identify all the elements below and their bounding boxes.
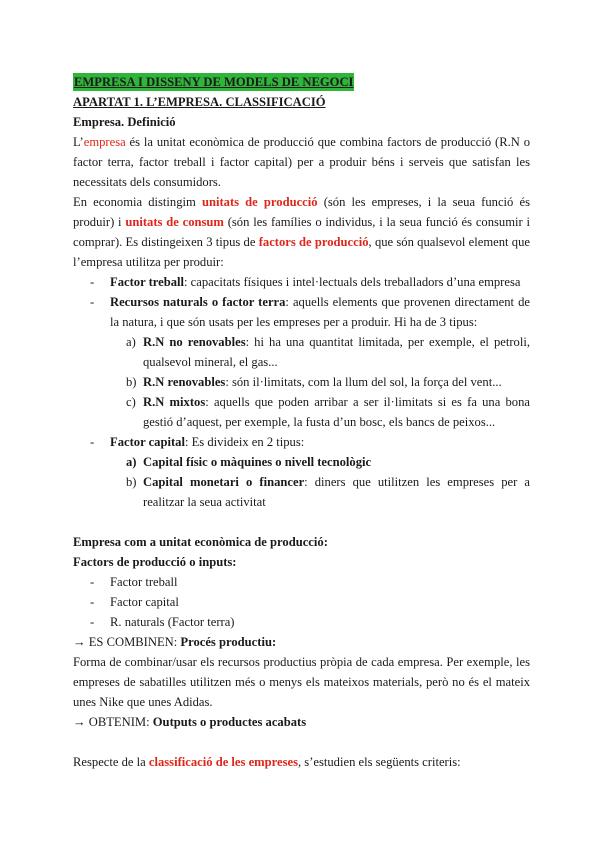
- definition-heading: Empresa. Definició: [73, 115, 176, 129]
- keyword-classificacio-empreses: classificació de les empreses: [148, 755, 298, 769]
- factor-treball-text: : capacitats físiques i intel·lectuals dels treballadors d’una empresa: [184, 275, 521, 289]
- rn-renovables-label: R.N renovables: [143, 375, 226, 389]
- keyword-factors-produccio: factors de producció: [258, 235, 369, 249]
- section-line: [73, 92, 530, 112]
- criteria-line: [73, 752, 530, 772]
- list-item-rn-mixtos: [73, 392, 530, 432]
- def-text-1: L’: [73, 135, 84, 149]
- factor-treball-label: Factor treball: [110, 275, 185, 289]
- factor-capital-text: : Es divideix en 2 tipus:: [184, 435, 305, 449]
- list-item-rn-no-renovables: [73, 332, 530, 372]
- keyword-unitats-consum: unitats de consum: [125, 215, 224, 229]
- rn-no-renovables-text: : hi ha una quantitat limitada, per exemple, el petroli, qualsevol mineral, el gas...: [143, 335, 530, 369]
- list-item-factor-capital: [73, 432, 530, 452]
- rn-renovables-text: : són il·limitats, com la llum del sol, la força del vent...: [225, 375, 502, 389]
- capital-monetari-text: : diners que utilitzen les empreses per a realitzar la seua activitat: [143, 475, 530, 509]
- criteria-text-1: Respecte de la: [73, 755, 149, 769]
- list-item-recursos-naturals: [73, 292, 530, 332]
- recursos-naturals-text: : aquells elements que provenen directament de la natura, i que són usats per les empreses per a produir. Hi ha de 3 tipus:: [110, 295, 530, 329]
- list-item-factor-treball: [73, 272, 530, 292]
- inputs-heading: Factors de producció o inputs:: [73, 555, 237, 569]
- def-keyword-empresa: empresa: [83, 135, 126, 149]
- criteria-text-2: , s’estudien els següents criteris:: [298, 755, 461, 769]
- list-marker: c): [126, 395, 136, 409]
- unit-heading: Empresa com a unitat econòmica de producció:: [73, 535, 328, 549]
- rn-mixtos-text: : aquells que poden arribar a ser il·limitats si es fa una bona gestió d’aquest, per exemple, la fusta d’un bosc, els bancs de peixos...: [143, 395, 530, 429]
- proces-paragraph: Forma de combinar/usar els recursos productius pròpia de cada empresa. Per exemple, les empreses de sabatilles utilitzen més o menys els mateixos materials, però no és el mateix unes Nike que unes Adidas.: [73, 655, 530, 709]
- rn-mixtos-label: R.N mixtos: [143, 395, 206, 409]
- proces-productiu-label: Procés productiu: [180, 635, 272, 649]
- list-item-rn-renovables: [73, 372, 530, 392]
- list-item-capital-monetari: [73, 472, 530, 512]
- title-line: [73, 72, 530, 92]
- section-heading: APARTAT 1. L’EMPRESA. CLASSIFICACIÓ: [73, 95, 326, 109]
- def-text-2: és la unitat econòmica de producció que combina factors de producció (R.N o factor terra, factor treball i factor capital) per a produir béns i serveis que satisfan les necessitats dels consumidors.: [73, 135, 530, 189]
- input-item: - R. naturals (Factor terra): [73, 612, 530, 632]
- units-text-1: En economia distingim: [73, 195, 202, 209]
- spacer: [73, 512, 530, 532]
- combine-colon: :: [271, 635, 277, 649]
- list-marker: b): [126, 375, 137, 389]
- outputs-label: Outputs o productes acabats: [152, 715, 307, 729]
- obtain-line: [73, 712, 530, 732]
- keyword-unitats-produccio: unitats de producció: [201, 195, 318, 209]
- units-text-3: (són les famílies o individus, i la seua funció és consumir i comprar). Es distingeixen 3 tipus de: [73, 215, 530, 249]
- definition-paragraph: [73, 132, 530, 192]
- capital-monetari-label: Capital monetari o financer: [143, 475, 305, 489]
- units-paragraph: [73, 192, 530, 272]
- units-text-4: , que són qualsevol element que l’empresa utilitza per produir:: [73, 235, 530, 269]
- spacer: [73, 732, 530, 752]
- document-title: EMPRESA I DISSENY DE MODELS DE NEGOCI: [74, 75, 354, 89]
- combine-prefix: → ES COMBINEN:: [73, 635, 181, 649]
- document-page: [73, 72, 530, 772]
- units-text-2: (són les empreses, i la seua funció és produir) i: [73, 195, 530, 229]
- input-item: - Factor capital: [73, 592, 530, 612]
- obtain-prefix: → OBTENIM:: [73, 715, 153, 729]
- input-item: - Factor treball: [73, 572, 530, 592]
- list-item-capital-fisic: [73, 452, 530, 472]
- recursos-naturals-label: Recursos naturals o factor terra: [110, 295, 286, 309]
- combine-line: [73, 632, 530, 652]
- capital-fisic-label: Capital físic o màquines o nivell tecnològic: [143, 455, 372, 469]
- list-marker: a): [126, 335, 136, 349]
- factor-capital-label: Factor capital: [110, 435, 185, 449]
- list-marker: b): [126, 475, 137, 489]
- list-marker: a): [126, 455, 137, 469]
- rn-no-renovables-label: R.N no renovables: [143, 335, 246, 349]
